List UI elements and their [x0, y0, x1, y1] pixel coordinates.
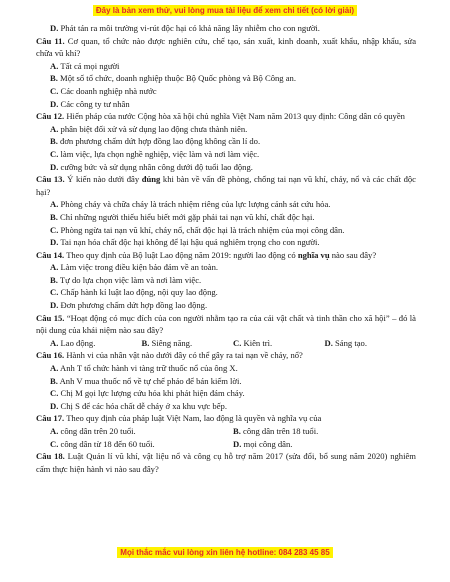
- option-a: A. Lao động.: [50, 337, 96, 348]
- hotline-banner: Mọi thắc mắc vui lòng xin liên hệ hotline: 084 283 45 85: [0, 548, 450, 557]
- option-b: B. Anh V mua thuốc nổ về tự chế pháo để bán kiếm lời.: [50, 375, 242, 386]
- option-b: B. công dân trên 18 tuổi.: [233, 426, 319, 436]
- question-16: Câu 16. Hành vi của nhân vật nào dưới đây có thể gây ra tai nạn về cháy, nổ?: [36, 350, 303, 361]
- option-d: D. Chị S để các hóa chất dễ cháy ở xa khu vực bếp.: [50, 400, 227, 411]
- question-14: Câu 14. Theo quy định của Bộ luật Lao động năm 2019: người lao động có nghĩa vụ nào sau đây?: [36, 249, 377, 260]
- option-b: B. Siêng năng.: [141, 337, 193, 348]
- option-d: D. Đơn phương chấm dứt hợp đồng lao động.: [50, 300, 208, 311]
- option-a: A. Làm việc trong điều kiện bảo đảm về an toàn.: [50, 262, 219, 273]
- question-18: Câu 18. Luật Quản lí vũ khí, vật liệu nổ và công cụ hỗ trợ năm 2017 (sửa đổi, bổ sung năm 2020) nghiêm cấm thực hiện hành vi nào sau đây?: [36, 451, 416, 474]
- question-15: Câu 15. “Hoạt động có mục đích của con người nhằm tạo ra của cải vật chất và tinh thần cho xã hội” – đó là nội dung của khái niệm nào sau đây?: [36, 312, 416, 336]
- option-a: A. công dân trên 20 tuổi.: [50, 426, 136, 436]
- option-d: D. mọi công dân.: [233, 438, 293, 449]
- option-b: B. Một số tổ chức, doanh nghiệp thuộc Bộ Quốc phòng và Bộ Công an.: [50, 73, 296, 84]
- option-b: B. đơn phương chấm dứt hợp đồng lao động không cần lí do.: [50, 136, 261, 147]
- option-a: A. phân biệt đối xử và sử dụng lao động chưa thành niên.: [50, 123, 248, 134]
- question-13: Câu 13. Ý kiến nào dưới đây đúng khi bàn về vấn đề phòng, chống tai nạn vũ khí, cháy, nổ và các chất độc hại?: [36, 174, 416, 197]
- preview-banner: Đây là bản xem thử, vui lòng mua tài liệu để xem chi tiết (có lời giải): [0, 6, 450, 15]
- option-a: A. Phòng cháy và chữa cháy là trách nhiệm riêng của lực lượng cảnh sát cứu hỏa.: [50, 199, 331, 210]
- option-d: D. Sáng tạo.: [324, 337, 367, 348]
- options-row: [36, 337, 416, 350]
- option-c: C. làm việc, lựa chọn nghề nghiệp, việc làm và nơi làm việc.: [50, 148, 260, 159]
- option-d: D. Tai nạn hóa chất độc hại không để lại hậu quả nghiêm trọng cho con người.: [50, 237, 320, 248]
- option-c: C. Chị M gọi lực lượng cứu hỏa khi phát hiện đám cháy.: [50, 388, 245, 399]
- option-b: B. Chỉ những người thiếu hiểu biết mới gặp phải tai nạn vũ khí, chất độc hại.: [50, 211, 315, 222]
- option-d: D. cưỡng bức và sử dụng nhân công dưới độ tuổi lao động.: [50, 161, 253, 172]
- option-c: C. Kiên trì.: [233, 337, 273, 348]
- options-row: [36, 438, 416, 451]
- options-row: [36, 425, 416, 438]
- option-b: B. Tự do lựa chọn việc làm và nơi làm việc.: [50, 274, 202, 285]
- option-a: A. Anh T tổ chức hành vi tàng trữ thuốc nổ của ông X.: [50, 363, 238, 374]
- option-d: D. Các công ty tư nhân: [50, 98, 130, 109]
- option-a: A. Tất cả mọi người: [50, 60, 120, 71]
- question-11: Câu 11. Cơ quan, tổ chức nào được nghiên cứu, chế tạo, sản xuất, kinh doanh, xuất khẩu, nhập khẩu, sửa chữa vũ khí?: [36, 35, 417, 59]
- option-c: C. Phòng ngừa tai nạn vũ khí, cháy nổ, chất độc hại là trách nhiệm của mọi công dân.: [50, 224, 345, 235]
- question-12: Câu 12. Hiến pháp của nước Cộng hòa xã hội chủ nghĩa Việt Nam năm 2013 quy định: Công dân có quyền: [36, 111, 405, 122]
- option-d: D. Phát tán ra môi trường vi-rút độc hại có khả năng lây nhiễm cho con người.: [50, 23, 320, 33]
- document-body: [36, 22, 416, 475]
- question-17: Câu 17. Theo quy định của pháp luật Việt Nam, lao động là quyền và nghĩa vụ của: [36, 413, 322, 424]
- option-c: C. công dân từ 18 đến 60 tuổi.: [50, 438, 155, 449]
- option-c: C. Chấp hành kỉ luật lao động, nội quy lao động.: [50, 287, 218, 298]
- option-c: C. Các doanh nghiệp nhà nước: [50, 85, 157, 96]
